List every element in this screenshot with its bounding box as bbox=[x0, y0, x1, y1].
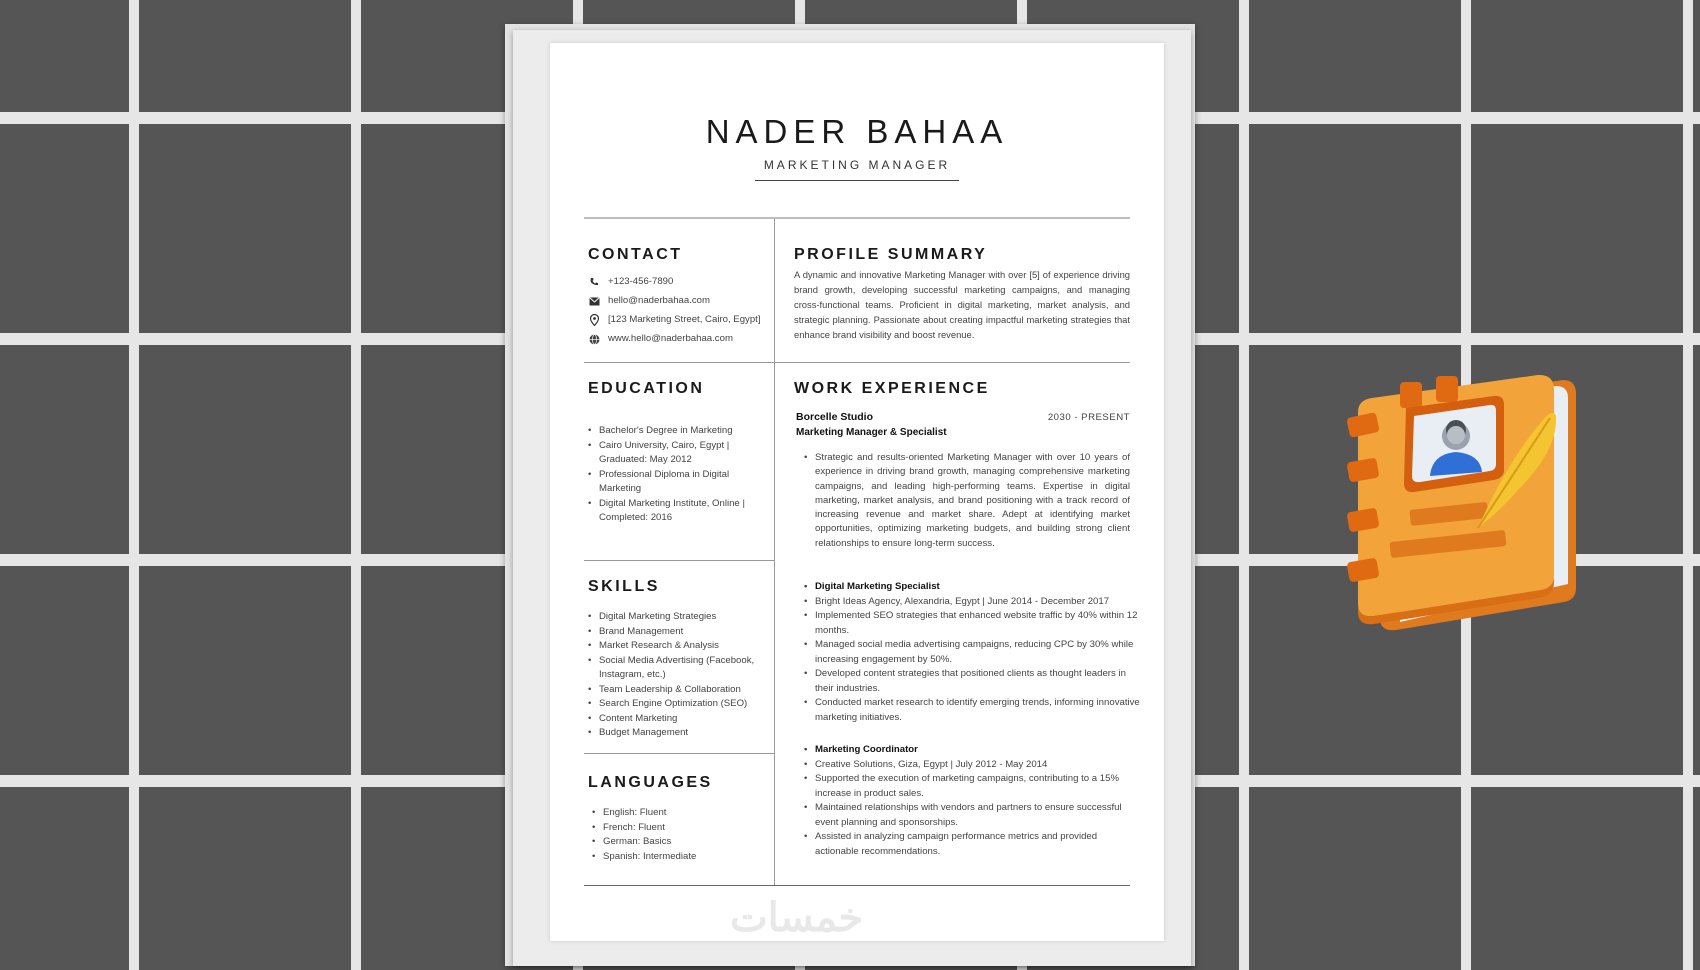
contact-website: www.hello@naderbahaa.com bbox=[588, 332, 733, 346]
profile-text: A dynamic and innovative Marketing Manager with over [5] of experience driving brand growth, developing successful marketing campaigns, and managing cross-functional teams. Proficient in digital marketing, market analysis, and strategic planning. Passionate about creating impactful marketing strategies that enhance brand visibility and boost revenue. bbox=[794, 269, 1130, 340]
work-heading: WORK EXPERIENCE bbox=[794, 380, 990, 397]
list-item: • Budget Management bbox=[588, 726, 772, 741]
contact-phone: +123-456-7890 bbox=[588, 275, 673, 289]
education-divider bbox=[584, 560, 774, 561]
phone-icon bbox=[588, 276, 600, 288]
list-item: • Bright Ideas Agency, Alexandria, Egypt | June 2014 - December 2017 bbox=[804, 595, 1140, 610]
list-item: • Strategic and results-oriented Marketing Manager with over 10 years of experience in driving brand growth, managing comprehensive marketing campaigns, and leading high-performing teams. Expertise in digital marketing, market analysis, and brand positioning with a track record of increasing revenue and market share. Adept at identifying market opportunities, optimizing marketing budgets, and building strong client relationships to ensure long-term success. bbox=[804, 451, 1130, 551]
list-item: • Search Engine Optimization (SEO) bbox=[588, 697, 772, 712]
list-item: • Developed content strategies that positioned clients as thought leaders in their industries. bbox=[804, 667, 1140, 696]
globe-icon bbox=[588, 333, 600, 345]
khamsat-watermark: خمسات bbox=[730, 896, 864, 940]
work-date: 2030 - PRESENT bbox=[1047, 412, 1130, 423]
contact-email: hello@naderbahaa.com bbox=[588, 294, 710, 308]
profile-divider bbox=[775, 362, 1130, 363]
education-list bbox=[588, 424, 752, 526]
list-item: • Professional Diploma in Digital Marketing bbox=[588, 468, 752, 497]
title-underline bbox=[755, 180, 959, 181]
list-item: • Conducted market research to identify emerging trends, informing innovative marketing initiatives. bbox=[804, 696, 1140, 725]
job-2-list bbox=[804, 743, 1140, 859]
list-item: • Supported the execution of marketing campaigns, contributing to a 15% increase in product sales. bbox=[804, 772, 1140, 801]
list-item: • Creative Solutions, Giza, Egypt | July 2012 - May 2014 bbox=[804, 758, 1140, 773]
list-item: • German: Basics bbox=[592, 835, 762, 850]
list-item: • Content Marketing bbox=[588, 712, 772, 727]
list-item: • Maintained relationships with vendors and partners to ensure successful event planning and sponsorships. bbox=[804, 801, 1140, 830]
job-1-list bbox=[804, 580, 1140, 725]
list-item: • Team Leadership & Collaboration bbox=[588, 683, 772, 698]
list-item: • Social Media Advertising (Facebook, Instagram, etc.) bbox=[588, 654, 772, 683]
column-divider bbox=[774, 219, 775, 885]
contact-heading: CONTACT bbox=[588, 246, 683, 263]
list-item: • Implemented SEO strategies that enhanced website traffic by 40% within 12 months. bbox=[804, 609, 1140, 638]
bottom-divider bbox=[584, 885, 1130, 886]
resume-notebook-illustration bbox=[1318, 360, 1578, 640]
list-item: • Brand Management bbox=[588, 625, 772, 640]
work-summary-list bbox=[804, 451, 1130, 551]
skills-heading: SKILLS bbox=[588, 578, 660, 595]
work-company: Borcelle Studio bbox=[796, 411, 874, 423]
list-item: • Assisted in analyzing campaign performance metrics and provided actionable recommendations. bbox=[804, 830, 1140, 859]
work-role: Marketing Manager & Specialist bbox=[796, 427, 947, 438]
list-item: • French: Fluent bbox=[592, 821, 762, 836]
skills-list bbox=[588, 610, 772, 741]
resume-title: MARKETING MANAGER bbox=[763, 158, 951, 172]
languages-list bbox=[592, 806, 762, 864]
list-item: • Market Research & Analysis bbox=[588, 639, 772, 654]
mail-icon bbox=[588, 295, 600, 307]
languages-heading: LANGUAGES bbox=[588, 774, 713, 791]
job-title: • Digital Marketing Specialist bbox=[804, 580, 1140, 595]
location-pin-icon bbox=[588, 314, 600, 326]
top-divider bbox=[584, 217, 1130, 219]
list-item: • Managed social media advertising campaigns, reducing CPC by 30% while increasing engagement by 50%. bbox=[804, 638, 1140, 667]
skills-divider bbox=[584, 753, 774, 754]
list-item: • English: Fluent bbox=[592, 806, 762, 821]
resume-page bbox=[550, 43, 1164, 941]
education-heading: EDUCATION bbox=[588, 380, 705, 397]
resume-name: NADER BAHAA bbox=[705, 113, 1009, 150]
list-item: • Digital Marketing Strategies bbox=[588, 610, 772, 625]
list-item: • Digital Marketing Institute, Online | Completed: 2016 bbox=[588, 497, 752, 526]
list-item: • Cairo University, Cairo, Egypt | Graduated: May 2012 bbox=[588, 439, 752, 468]
job-title: • Marketing Coordinator bbox=[804, 743, 1140, 758]
contact-address: [123 Marketing Street, Cairo, Egypt] bbox=[588, 313, 761, 327]
contact-divider bbox=[584, 362, 774, 363]
list-item: • Bachelor's Degree in Marketing bbox=[588, 424, 752, 439]
profile-heading: PROFILE SUMMARY bbox=[794, 246, 988, 263]
list-item: • Spanish: Intermediate bbox=[592, 850, 762, 865]
